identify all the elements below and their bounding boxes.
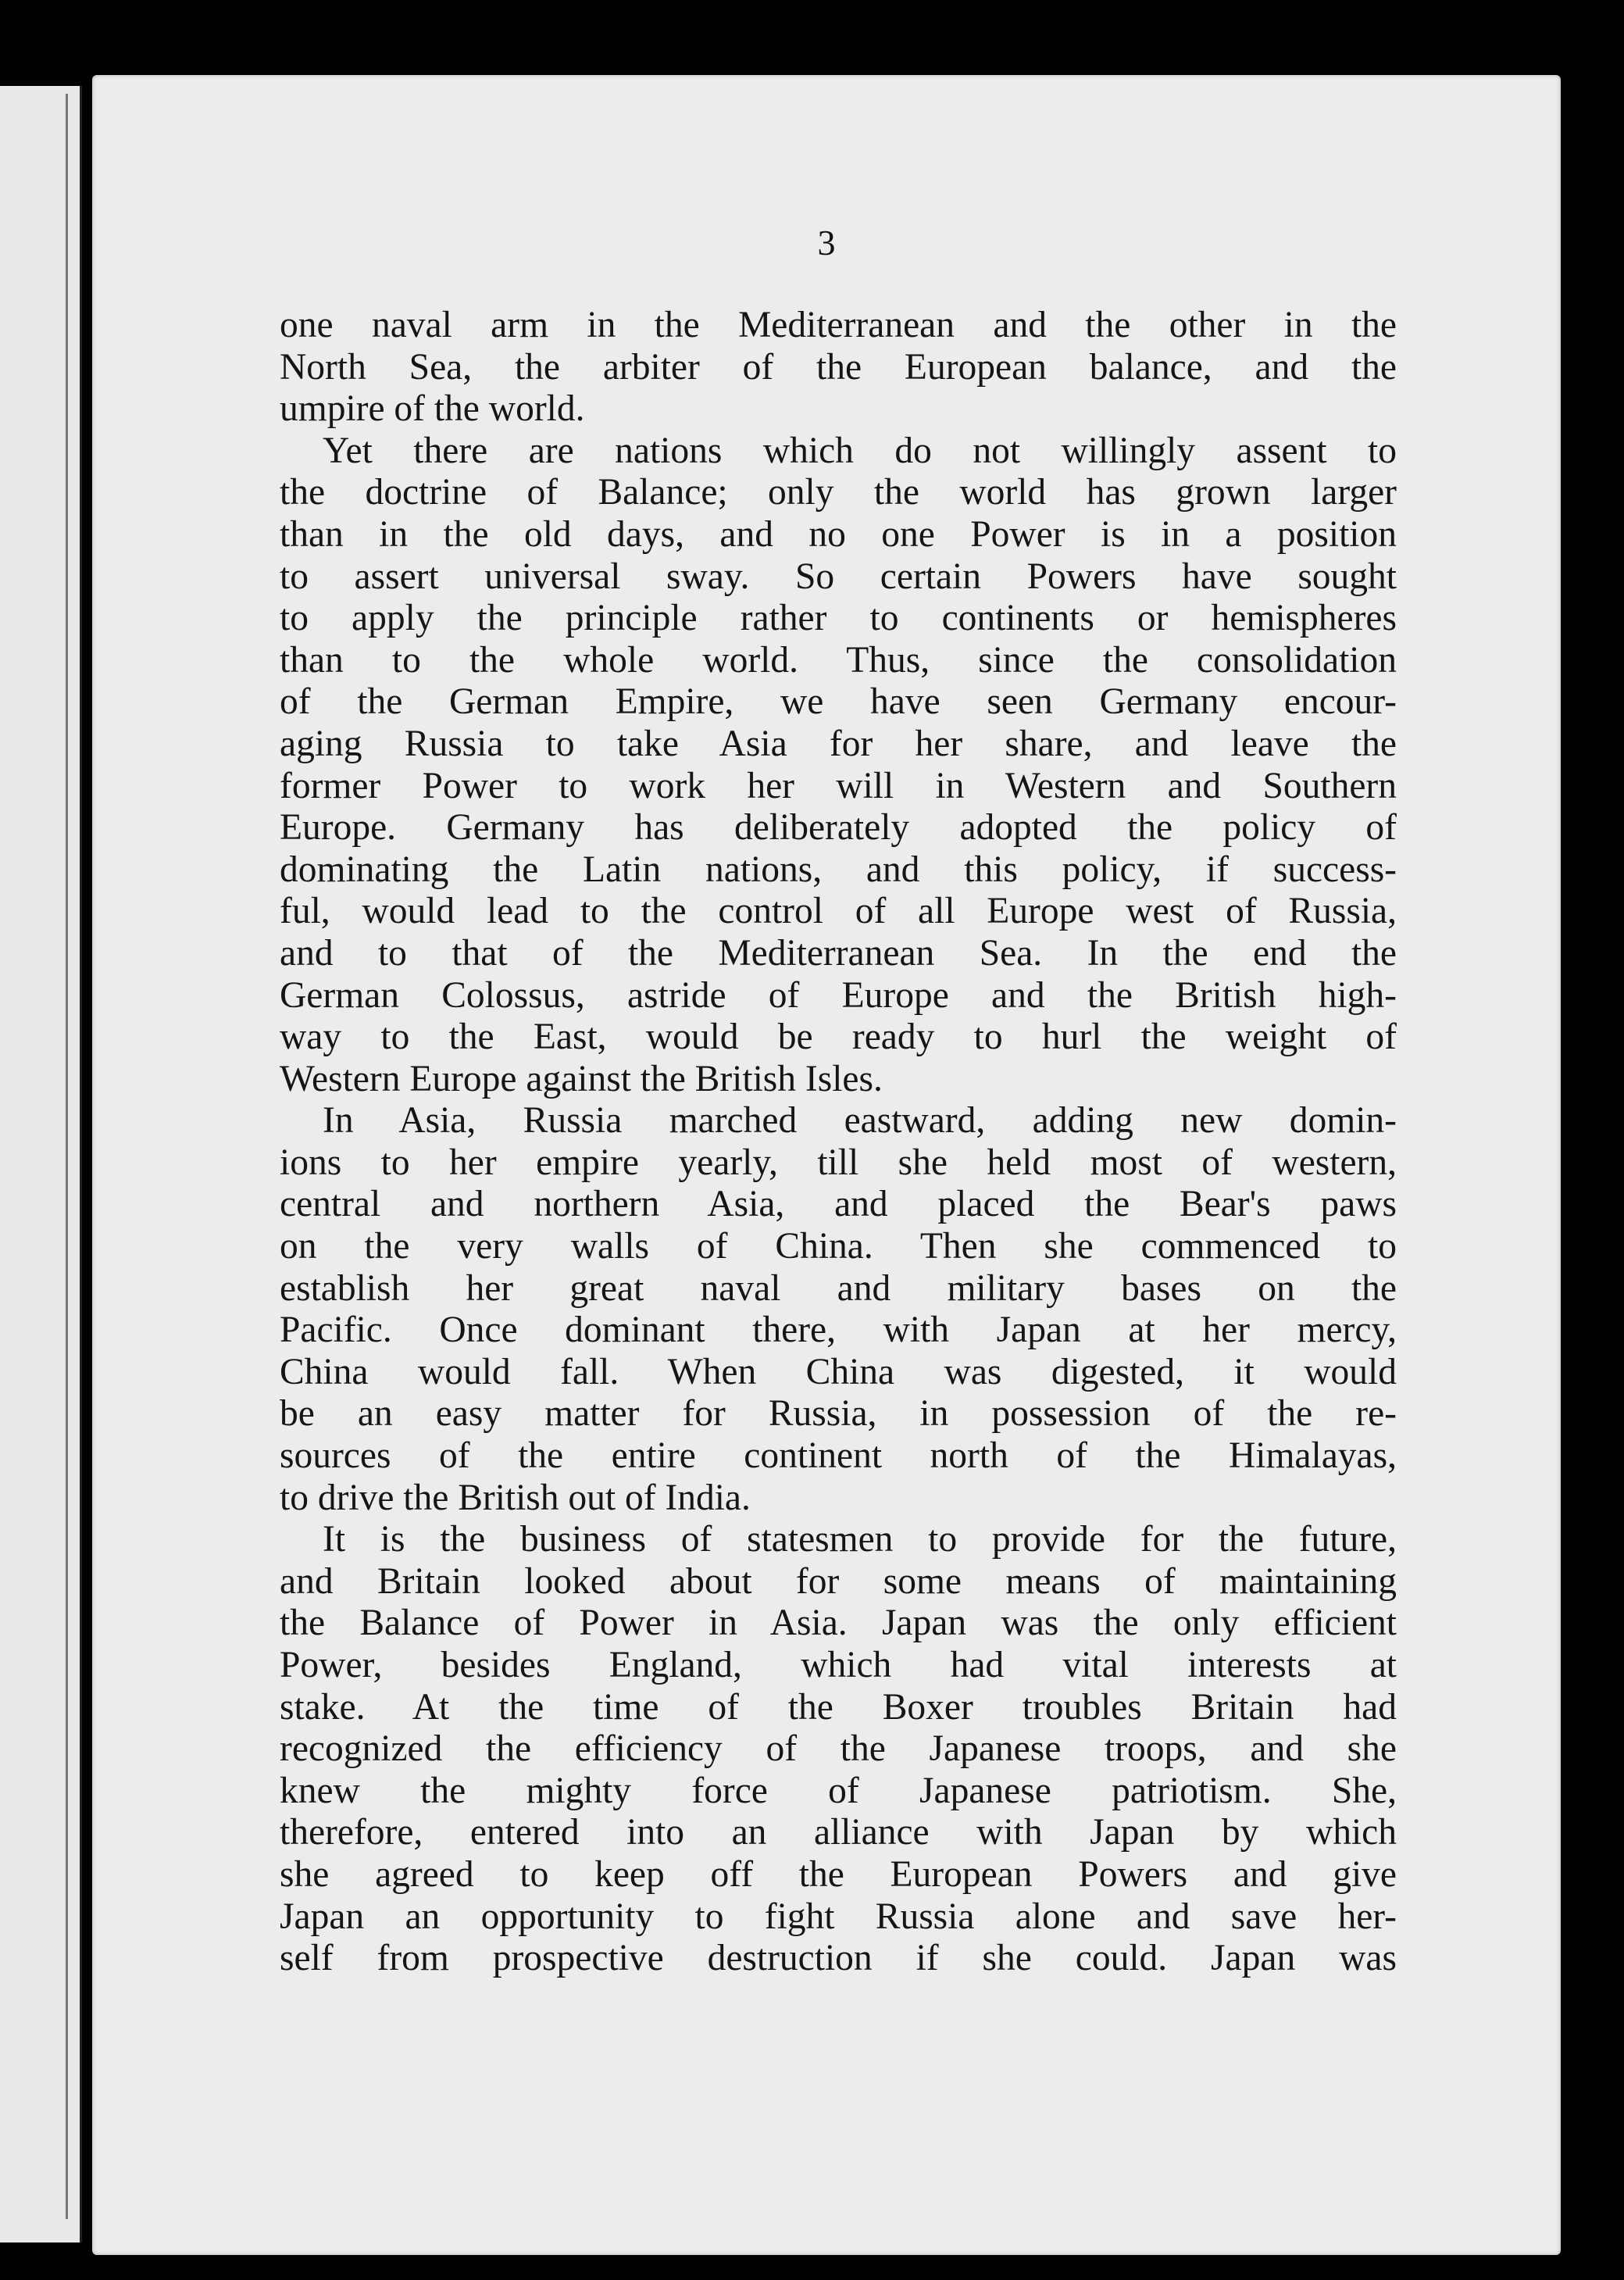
text-line: umpire of the world. bbox=[280, 388, 585, 430]
text-line: establish her great naval and military bases on the bbox=[280, 1267, 1397, 1309]
text-line: self from prospective destruction if she could. Japan was bbox=[280, 1938, 1397, 1979]
text-line: than to the whole world. Thus, since the consolidation bbox=[280, 639, 1397, 681]
text-line: stake. At the time of the Boxer troubles Britain had bbox=[280, 1686, 1397, 1728]
text-line: Yet there are nations which do not willingly assent to bbox=[323, 430, 1397, 471]
text-line: Western Europe against the British Isles. bbox=[280, 1058, 883, 1099]
text-line: It is the business of statesmen to provide for the future, bbox=[323, 1519, 1397, 1560]
text-line: In Asia, Russia marched eastward, adding new domin- bbox=[323, 1100, 1397, 1142]
text-line: on the very walls of China. Then she commenced to bbox=[280, 1226, 1397, 1267]
text-line: sources of the entire continent north of the Himalayas, bbox=[280, 1435, 1397, 1477]
text-line: Japan an opportunity to fight Russia alone and save her- bbox=[280, 1896, 1397, 1937]
text-line: China would fall. When China was digested, it would bbox=[280, 1351, 1397, 1392]
body-text bbox=[280, 305, 1397, 1980]
page-number: 3 bbox=[817, 223, 836, 263]
text-line: the Balance of Power in Asia. Japan was the only efficient bbox=[280, 1603, 1397, 1644]
text-line: North Sea, the arbiter of the European balance, and the bbox=[280, 346, 1397, 388]
text-line: recognized the efficiency of the Japanese troops, and she bbox=[280, 1728, 1397, 1770]
text-line: be an easy matter for Russia, in possession of the re- bbox=[280, 1393, 1397, 1435]
text-line: ful, would lead to the control of all Europe west of Russia, bbox=[280, 891, 1397, 932]
text-line: she agreed to keep off the European Powers and give bbox=[280, 1853, 1397, 1895]
book-page bbox=[92, 75, 1561, 2255]
text-line: German Colossus, astride of Europe and the British high- bbox=[280, 974, 1397, 1016]
text-line: the doctrine of Balance; only the world has grown larger bbox=[280, 472, 1397, 513]
text-line: of the German Empire, we have seen Germany encour- bbox=[280, 681, 1397, 723]
text-line: Pacific. Once dominant there, with Japan at her mercy, bbox=[280, 1310, 1397, 1351]
text-line: and Britain looked about for some means of maintaining bbox=[280, 1560, 1397, 1602]
text-line: and to that of the Mediterranean Sea. In the end the bbox=[280, 932, 1397, 974]
text-line: ions to her empire yearly, till she held most of western, bbox=[280, 1142, 1397, 1183]
text-line: than in the old days, and no one Power is in a position bbox=[280, 513, 1397, 555]
gutter-line bbox=[66, 94, 68, 2219]
text-line: to assert universal sway. So certain Powers have sought bbox=[280, 556, 1397, 597]
text-line: Power, besides England, which had vital interests at bbox=[280, 1645, 1397, 1685]
text-line: dominating the Latin nations, and this policy, if success- bbox=[280, 849, 1397, 890]
text-line: one naval arm in the Mediterranean and the other in the bbox=[280, 305, 1397, 345]
text-line: therefore, entered into an alliance with Japan by which bbox=[280, 1812, 1397, 1853]
text-line: to drive the British out of India. bbox=[280, 1477, 751, 1518]
text-line: former Power to work her will in Western and Southern bbox=[280, 765, 1397, 806]
text-line: knew the mighty force of Japanese patriotism. She, bbox=[280, 1770, 1397, 1811]
text-line: way to the East, would be ready to hurl the weight of bbox=[280, 1017, 1397, 1058]
text-line: to apply the principle rather to continents or hemispheres bbox=[280, 598, 1397, 639]
facing-page-edge bbox=[0, 86, 82, 2242]
text-line: central and northern Asia, and placed the Bear's paws bbox=[280, 1184, 1397, 1225]
text-line: Europe. Germany has deliberately adopted the policy of bbox=[280, 807, 1397, 849]
text-line: aging Russia to take Asia for her share, and leave the bbox=[280, 723, 1397, 764]
